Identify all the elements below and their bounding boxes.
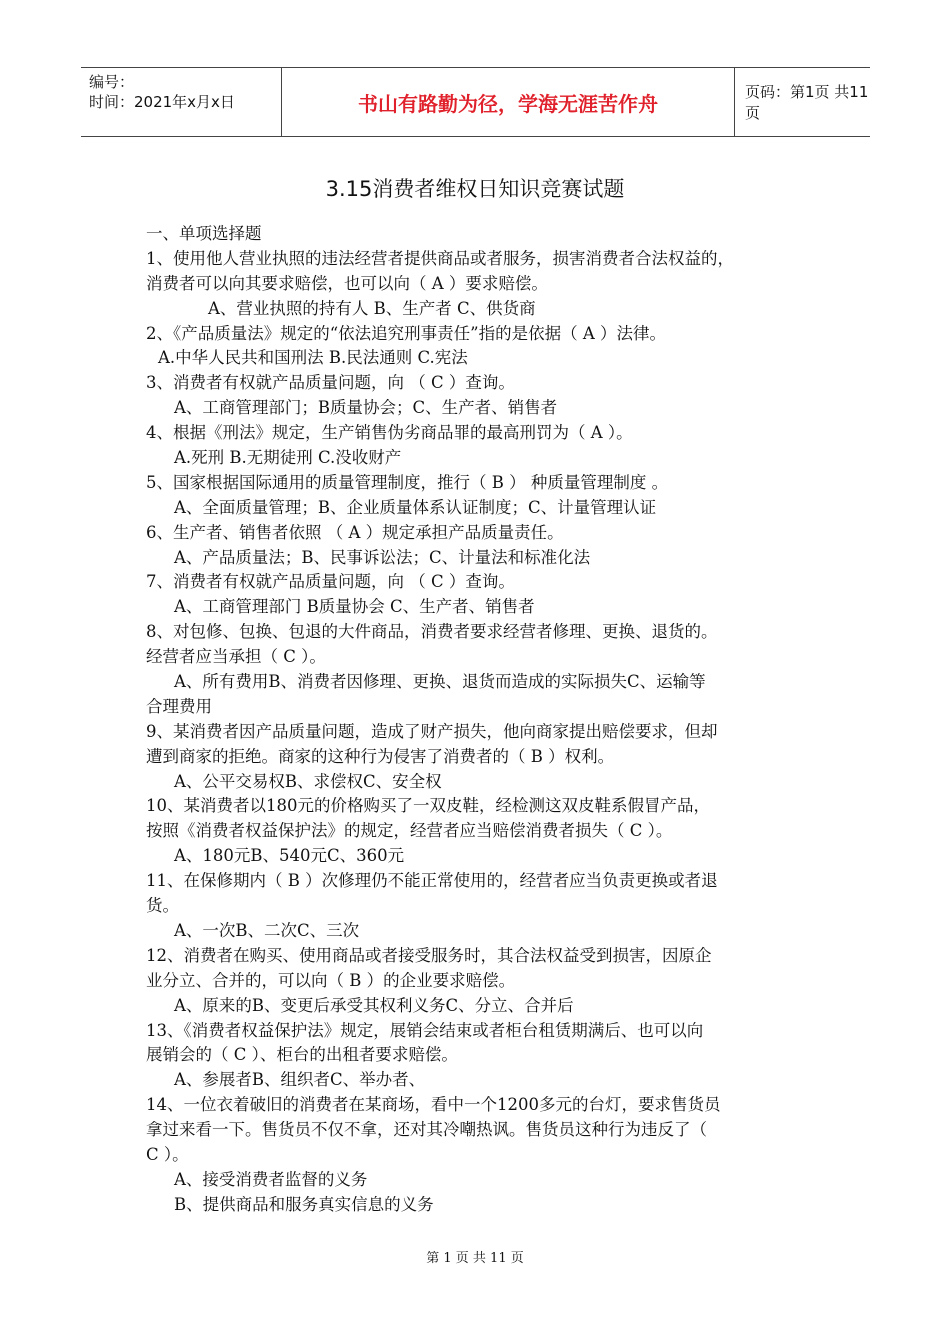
options-line: A、一次B、二次C、三次 [174,920,360,940]
options-line: A、工商管理部门 B质量协会 C、生产者、销售者 [174,597,535,617]
question-line: 14、一位衣着破旧的消费者在某商场，看中一个1200多元的台灯，要求售货员 [146,1095,721,1115]
question-line: C ）。 [146,1144,189,1164]
question-line: 展销会的（ C ）、柜台的出租者要求赔偿。 [146,1045,458,1065]
options-line: A、所有费用B、消费者因修理、更换、退货而造成的实际损失C、运输等 [174,672,706,692]
options-line: A、工商管理部门；B质量协会；C、生产者、销售者 [174,398,558,418]
header-meta [81,68,281,136]
question-line: 1、使用他人营业执照的违法经营者提供商品或者服务，损害消费者合法权益的， [146,248,734,268]
question-line: 按照《消费者权益保护法》的规定，经营者应当赔偿消费者损失（ C ）。 [146,821,673,841]
page-footer: 第 1 页 共 11 页 [426,1251,524,1266]
doc-id-label: 编号： [89,73,135,91]
options-line: A、原来的B、变更后承受其权利义务C、分立、合并后 [174,995,574,1015]
options-line: A、营业执照的持有人 B、生产者 C、供货商 [208,298,536,318]
question-line: 经营者应当承担（ C ）。 [146,647,326,667]
header-motto: 书山有路勤为径，学海无涯苦作舟 [281,68,735,136]
page-header [81,67,870,137]
question-line: 4、根据《刑法》规定，生产销售伪劣商品罪的最高刑罚为（ A ）。 [146,423,633,443]
options-line: A、参展者B、组织者C、举办者、 [174,1070,426,1090]
question-line: 业分立、合并的，可以向（ B ）的企业要求赔偿。 [146,970,516,990]
question-line: 5、国家根据国际通用的质量管理制度，推行（ B ） 种质量管理制度 。 [146,472,669,492]
question-line: 消费者可以向其要求赔偿，也可以向（ A ）要求赔偿。 [146,273,548,293]
section-heading: 一、单项选择题 [146,224,262,243]
options-line: B、提供商品和服务真实信息的义务 [174,1194,434,1214]
question-line: 8、对包修、包换、包退的大件商品，消费者要求经营者修理、更换、退货的。 [146,622,718,642]
question-line: 3、消费者有权就产品质量问题，向 （ C ）查询。 [146,373,515,393]
header-page-info: 页码：第1页 共11页 [745,83,869,122]
question-line: 12、消费者在购买、使用商品或者接受服务时，其合法权益受到损害，因原企 [146,945,712,965]
question-line: 13、《消费者权益保护法》规定，展销会结束或者柜台租赁期满后、也可以向 [146,1020,704,1040]
options-line: A、公平交易权B、求偿权C、安全权 [174,771,442,791]
document-title: 3.15消费者维权日知识竞赛试题 [325,177,625,201]
question-line: 2、《产品质量法》规定的“依法追究刑事责任”指的是依据（ A ）法律。 [146,323,667,343]
options-line: A、180元B、540元C、360元 [174,846,405,866]
options-line: A.死刑 B.无期徒刑 C.没收财产 [174,448,402,468]
question-line: 拿过来看一下。售货员不仅不拿，还对其冷嘲热讽。售货员这种行为违反了（ [146,1120,707,1140]
question-line: 9、某消费者因产品质量问题，造成了财产损失，他向商家提出赔偿要求，但却 [146,721,718,741]
question-line: 7、消费者有权就产品质量问题，向 （ C ）查询。 [146,572,515,592]
options-line: 合理费用 [146,696,212,716]
doc-time-label: 时间：2021年x月x日 [89,93,235,111]
options-line: A、产品质量法；B、民事诉讼法；C、计量法和标准化法 [174,547,591,567]
options-line: A、全面质量管理；B、企业质量体系认证制度；C、计量管理认证 [174,497,657,517]
question-line: 遭到商家的拒绝。商家的这种行为侵害了消费者的（ B ）权利。 [146,746,615,766]
question-line: 货。 [146,896,179,916]
question-line: 6、生产者、销售者依照 （ A ）规定承担产品质量责任。 [146,522,564,542]
document-body [146,222,806,1218]
options-line: A.中华人民共和国刑法 B.民法通则 C.宪法 [158,348,468,368]
question-line: 10、某消费者以180元的价格购买了一双皮鞋，经检测这双皮鞋系假冒产品， [146,796,710,816]
question-line: 11、在保修期内（ B ）次修理仍不能正常使用的，经营者应当负责更换或者退 [146,871,718,891]
options-line: A、接受消费者监督的义务 [174,1169,368,1189]
